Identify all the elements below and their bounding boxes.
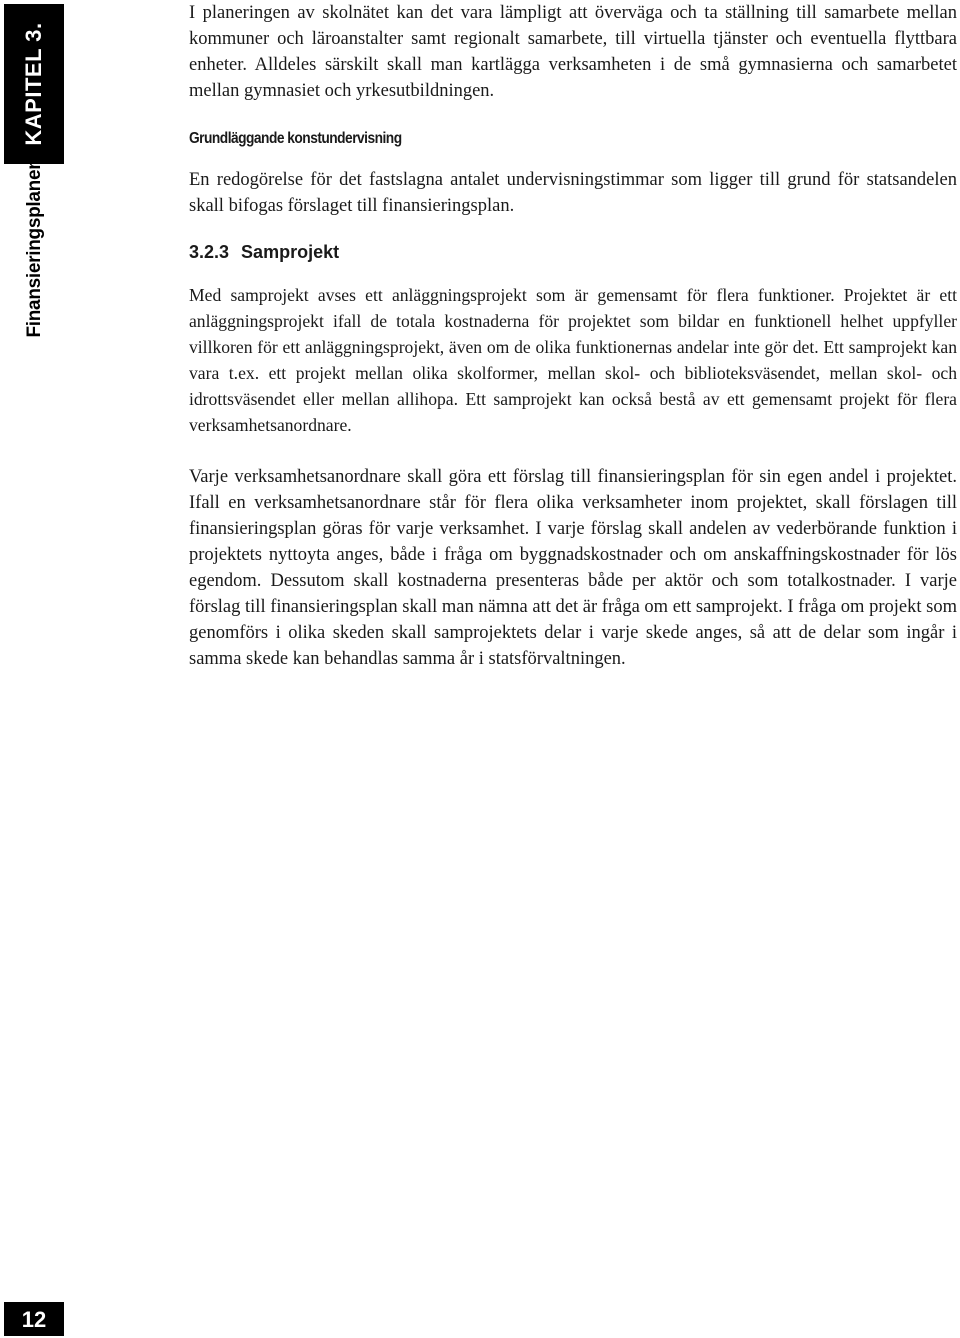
chapter-label: KAPITEL 3. — [21, 22, 46, 146]
chapter-tab — [4, 4, 64, 164]
intro-paragraph: I planeringen av skolnätet kan det vara lämpligt att överväga och ta ställning till samarbete mellan kommuner och läroanstalter samt regionalt samarbete, till virtuella tjänster och eventuella flyttbara enheter. Alldeles särskilt skall man kartlägga verksamheten i de små gymnasierna och samarbetet mellan gymnasiet och yrkesutbildningen. — [189, 3, 957, 101]
konstundervisning-paragraph: En redogörelse för det fastslagna antalet undervisningstimmar som ligger till grund för statsandelen skall bifogas förslaget till finansieringsplan. — [189, 170, 957, 216]
page-number: 12 — [4, 1302, 64, 1336]
section-number: 3.2.3 — [189, 242, 230, 262]
section-running-title: Finansieringsplanen — [24, 158, 45, 338]
section-title: Samprojekt — [241, 242, 340, 262]
subheading-konstundervisning: Grundläggande konstundervisning — [189, 130, 402, 147]
section-heading — [189, 242, 339, 263]
samprojekt-finansiering-paragraph: Varje verksamhetsanordnare skall göra ett förslag till finansieringsplan för sin egen andel i projektet. Ifall en verksamhetsanordnare står för flera olika verksamheter inom projektet, skall förslagen till finansieringsplan göras för varje verksamhet. I varje förslag skall andelen av vederbörande funktion i projektets nyttoyta anges, både i fråga om byggnadskostnader och om anskaffningskostnader för lös egendom. Dessutom skall kostnaderna presenteras både per aktör och som totalkostnader. I varje förslag till finansieringsplan skall man nämna att det är fråga om ett samprojekt. I fråga om projekt som genomförs i olika skeden skall samprojektets delar i varje skede anges, så att de delar som ingår i samma skede kan behandlas samma år i statsförvaltningen. — [189, 467, 957, 669]
samprojekt-definition-paragraph: Med samprojekt avses ett anläggningsprojekt som är gemensamt för flera funktioner. Projektet är ett anläggningsprojekt ifall de totala kostnaderna för projektet som bildar en funktionell helhet uppfyller villkoren för ett anläggningsprojekt, även om de olika funktionernas andelar inte gör det. Ett samprojekt kan vara t.ex. ett projekt mellan olika skolformer, mellan skol- och biblioteksväsendet, mellan skol- och idrottsväsendet eller mellan allihopa. Ett samprojekt kan också bestå av ett gemensamt projekt för flera verksamhetsanordnare. — [189, 285, 957, 435]
